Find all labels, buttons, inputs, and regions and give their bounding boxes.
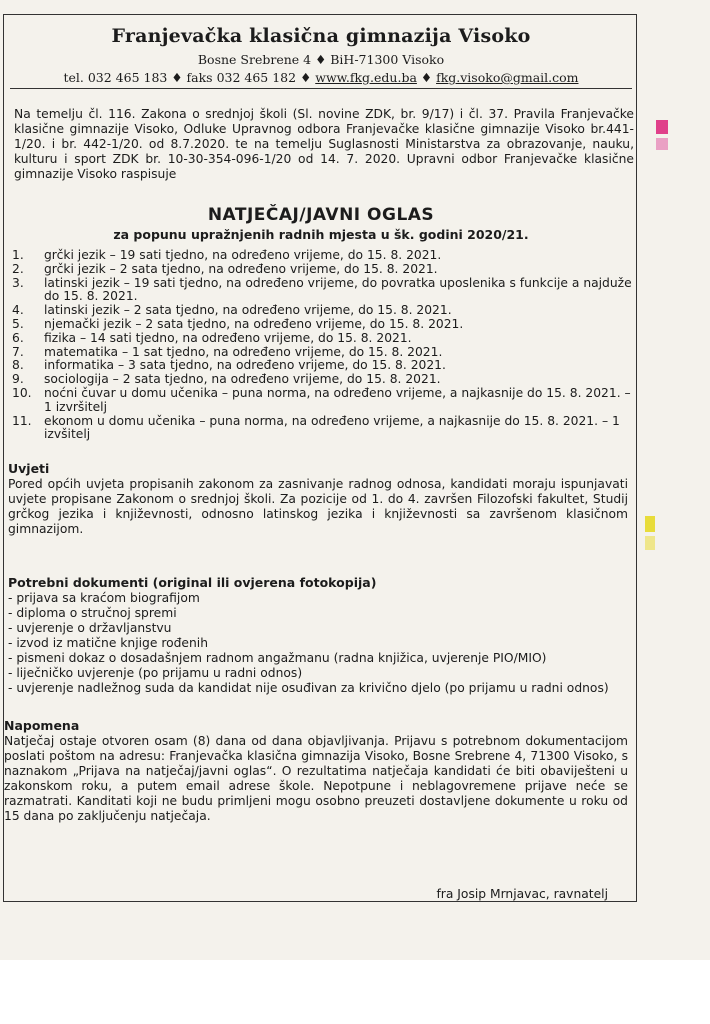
position-number: 3. [12,275,24,290]
position-text: latinski jezik – 2 sata tjedno, na određeno vrijeme, do 15. 8. 2021. [44,303,452,318]
position-item [12,387,632,415]
position-number: 9. [12,372,24,387]
position-text: fizika – 14 sati tjedno, na određeno vrijeme, do 15. 8. 2021. [44,330,412,345]
position-item [12,318,632,332]
phone-fax: tel. 032 465 183 ♦ faks 032 465 182 ♦ [63,70,316,85]
intro-paragraph: Na temelju čl. 116. Zakona o srednjoj školi (Sl. novine ZDK, br. 9/17) i čl. 37. Pravila Franjevačke klasične gimnazije Visoko, Odluke Upravnog odbora Franjevačke klasične gimnazije Visoko br.441-1/20. i br. 442-1/20. od 8.7.2020. te na temelju Suglasnosti Ministarstva za obrazovanje, nauku, kulturu i sport ZDK br. 10-30-354-096-1/20 od 14. 7. 2020. Upravni odbor Franjevačke klasične gimnazije Visoko raspisuje [14,107,634,181]
position-item [12,346,632,360]
position-item [12,415,632,443]
position-text: ekonom u domu učenika – puna norma, na određeno vrijeme, a najkasnije do 15. 8. 2021. – 1 izvšitelj [44,413,620,442]
position-number: 10. [12,385,32,400]
pink-margin-mark [656,120,668,134]
conditions-heading: Uvjeti [8,461,50,476]
documents-list [8,591,628,696]
school-name: Franjevačka klasična gimnazija Visoko [111,25,531,47]
document-item: - diploma o stručnoj spremi [8,606,177,620]
conditions-text: Pored općih uvjeta propisanih zakonom za zasnivanje radnog odnosa, kandidati moraju ispunjavati uvjete propisane Zakonom o srednjoj školi. Za pozicije od 1. do 4. završen Filozofski fakultet, Studij grčkog jezika i književnosti, odnosno latinskog jezika i književnosti sa završenom klasičnom gimnazijom. [8,477,628,536]
position-number: 8. [12,358,24,373]
position-number: 4. [12,303,24,318]
yellow-margin-mark-light [645,536,655,550]
position-number: 2. [12,261,24,276]
document-item: - prijava sa kraćom biografijom [8,591,200,605]
position-item [12,359,632,373]
yellow-margin-mark [645,516,655,532]
announcement-title: NATJEČAJ/JAVNI OGLAS [207,205,435,225]
position-number: 11. [12,413,32,428]
page-background [0,960,710,1024]
school-contact [4,70,638,85]
position-text: noćni čuvar u domu učenika – puna norma, na određeno vrijeme, a najkasnije do 15. 8. 2021. – 1 izvršitelj [44,385,631,414]
contact-separator: ♦ [416,70,437,85]
document-item: - pismeni dokaz o dosadašnjem radnom angažmanu (radna knjižica, uvjerenje PIO/MIO) [8,651,547,665]
position-number: 7. [12,344,24,359]
document-item: - uvjerenje o državljanstvu [8,621,172,635]
pink-margin-mark-light [656,138,668,150]
position-number: 5. [12,316,24,331]
announcement-subtitle: za popunu upražnjenih radnih mjesta u šk. godini 2020/21. [113,227,529,242]
position-text: latinski jezik – 19 sati tjedno, na određeno vrijeme, do povratka uposlenika s funkcije a najduže do 15. 8. 2021. [44,275,632,304]
document-item: - uvjerenje nadležnog suda da kandidat nije osuđivan za krivično djelo (po prijamu u radni odnos) [8,681,609,695]
position-text: grčki jezik – 2 sata tjedno, na određeno vrijeme, do 15. 8. 2021. [44,261,438,276]
position-text: matematika – 1 sat tjedno, na određeno vrijeme, do 15. 8. 2021. [44,344,443,359]
note-text: Natječaj ostaje otvoren osam (8) dana od dana objavljivanja. Prijavu s potrebnom dokumentacijom poslati poštom na adresu: Franjevačka klasična gimnazija Visoko, Bosne Srebrene 4, 71300 Visoko, s naznakom „Prijava na natječaj/javni oglas“. O rezultatima natječaja kandidati će biti obaviješteni u zakonskom roku, a putem email adrese škole. Nepotpune i neblagovremene prijave neće se razmatrati. Kanditati koji ne budu primljeni mogu osobno preuzeti dostavljene dokumente u roku od 15 dana po zaključenju natječaja. [4,734,628,823]
note-heading: Napomena [4,718,80,733]
documents-heading: Potrebni dokumenti (original ili ovjerena fotokopija) [8,575,377,590]
position-text: grčki jezik – 19 sati tjedno, na određeno vrijeme, do 15. 8. 2021. [44,248,442,262]
school-address: Bosne Srebrene 4 ♦ BiH-71300 Visoko [197,52,445,67]
position-item [12,249,632,263]
position-number: 6. [12,330,24,345]
signature: fra Josip Mrnjavac, ravnatelj [436,887,608,901]
position-item [12,304,632,318]
advertisement-box [3,14,637,902]
document-item: - izvod iz matične knjige rođenih [8,636,209,650]
website-link[interactable]: www.fkg.edu.ba [315,70,417,85]
positions-list [12,249,632,442]
position-text: informatika – 3 sata tjedno, na određeno vrijeme, do 15. 8. 2021. [44,358,446,373]
header-divider [10,88,632,89]
position-item [12,263,632,277]
position-text: njemački jezik – 2 sata tjedno, na određeno vrijeme, do 15. 8. 2021. [44,316,464,331]
email-link[interactable]: fkg.visoko@gmail.com [436,70,579,85]
position-text: sociologija – 2 sata tjedno, na određeno vrijeme, do 15. 8. 2021. [44,372,441,387]
document-item: - liječničko uvjerenje (po prijamu u radni odnos) [8,666,303,680]
position-number: 1. [12,248,24,262]
position-item [12,332,632,346]
position-item [12,277,632,305]
position-item [12,373,632,387]
